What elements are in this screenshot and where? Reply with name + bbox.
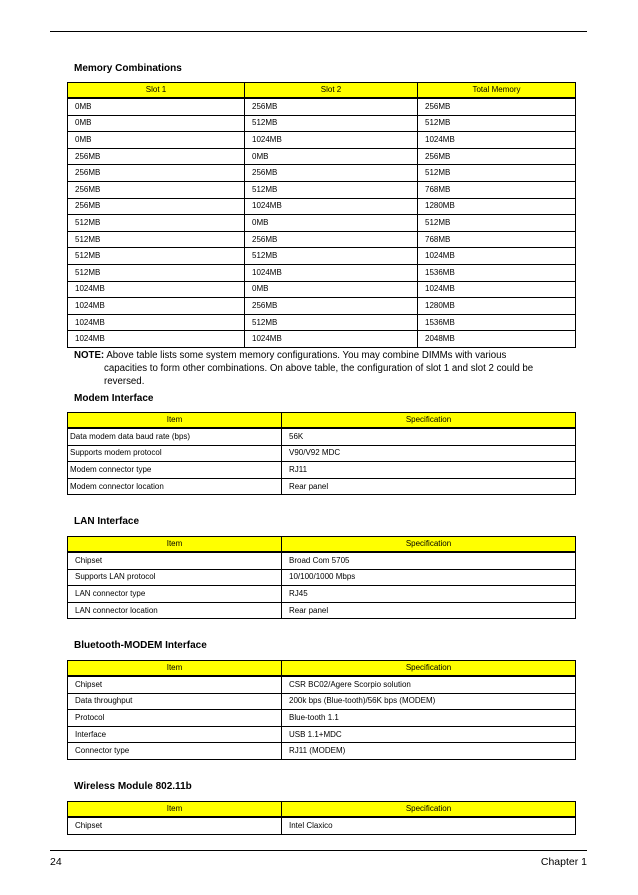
memory-cell: 256MB	[245, 231, 418, 248]
table-row	[68, 428, 576, 445]
memory-note	[74, 349, 586, 388]
table-row	[68, 726, 576, 743]
bluetooth-cell: Protocol	[68, 710, 282, 727]
lan-table	[67, 536, 576, 619]
memory-cell: 512MB	[68, 231, 245, 248]
note-line-3: reversed.	[104, 376, 145, 387]
memory-header-row	[68, 83, 576, 99]
table-row	[68, 478, 576, 495]
wireless-table	[67, 801, 576, 835]
memory-cell: 512MB	[68, 215, 245, 232]
memory-cell: 1280MB	[418, 298, 576, 315]
table-row	[68, 215, 576, 232]
memory-cell: 1024MB	[418, 281, 576, 298]
memory-cell: 256MB	[68, 181, 245, 198]
modem-cell: Modem connector type	[68, 462, 282, 479]
bluetooth-cell: CSR BC02/Agere Scorpio solution	[282, 676, 576, 693]
modem-header-spec: Specification	[282, 413, 576, 429]
lan-header-row	[68, 537, 576, 553]
table-row	[68, 710, 576, 727]
table-row	[68, 602, 576, 619]
lan-cell: Broad Com 5705	[282, 552, 576, 569]
memory-cell: 256MB	[245, 165, 418, 182]
top-rule	[50, 31, 587, 32]
modem-cell: Modem connector location	[68, 478, 282, 495]
lan-cell: RJ45	[282, 586, 576, 603]
modem-header-row	[68, 413, 576, 429]
memory-cell: 256MB	[245, 298, 418, 315]
memory-table	[67, 82, 576, 348]
memory-header-slot1: Slot 1	[68, 83, 245, 99]
modem-cell: Data modem data baud rate (bps)	[68, 428, 282, 445]
memory-cell: 256MB	[418, 148, 576, 165]
lan-cell: 10/100/1000 Mbps	[282, 569, 576, 586]
lan-cell: Chipset	[68, 552, 282, 569]
table-row	[68, 445, 576, 462]
memory-cell: 512MB	[418, 115, 576, 132]
table-row	[68, 98, 576, 115]
table-row	[68, 132, 576, 149]
wireless-cell: Chipset	[68, 817, 282, 834]
bluetooth-header-row	[68, 661, 576, 677]
memory-cell: 2048MB	[418, 331, 576, 348]
bluetooth-cell: RJ11 (MODEM)	[282, 743, 576, 760]
table-row	[68, 314, 576, 331]
memory-cell: 0MB	[68, 115, 245, 132]
note-label: NOTE:	[74, 350, 105, 361]
table-row	[68, 462, 576, 479]
memory-cell: 256MB	[418, 98, 576, 115]
memory-cell: 1024MB	[418, 132, 576, 149]
note-line-2: capacities to form other combinations. On above table, the configuration of slot 1 and slot 2 could be	[104, 363, 534, 374]
memory-cell: 1024MB	[245, 264, 418, 281]
table-row	[68, 552, 576, 569]
bluetooth-cell: Blue-tooth 1.1	[282, 710, 576, 727]
bluetooth-cell: Connector type	[68, 743, 282, 760]
table-row	[68, 198, 576, 215]
memory-cell: 1536MB	[418, 264, 576, 281]
memory-header-total: Total Memory	[418, 83, 576, 99]
table-row	[68, 298, 576, 315]
note-line-1: Above table lists some system memory configurations. You may combine DIMMs with various	[106, 350, 507, 361]
memory-cell: 512MB	[418, 165, 576, 182]
table-row	[68, 165, 576, 182]
memory-cell: 512MB	[245, 181, 418, 198]
memory-cell: 768MB	[418, 231, 576, 248]
memory-title: Memory Combinations	[74, 63, 182, 74]
wireless-title: Wireless Module 802.11b	[74, 781, 192, 792]
modem-cell: RJ11	[282, 462, 576, 479]
memory-cell: 256MB	[68, 148, 245, 165]
lan-cell: Rear panel	[282, 602, 576, 619]
table-row	[68, 743, 576, 760]
memory-cell: 0MB	[68, 98, 245, 115]
bluetooth-cell: Data throughput	[68, 693, 282, 710]
memory-cell: 512MB	[68, 264, 245, 281]
wireless-header-row	[68, 802, 576, 818]
table-row	[68, 817, 576, 834]
memory-cell: 1024MB	[245, 132, 418, 149]
memory-cell: 256MB	[68, 165, 245, 182]
memory-cell: 0MB	[245, 281, 418, 298]
lan-cell: LAN connector type	[68, 586, 282, 603]
memory-cell: 512MB	[245, 314, 418, 331]
table-row	[68, 181, 576, 198]
modem-cell: Rear panel	[282, 478, 576, 495]
lan-cell: Supports LAN protocol	[68, 569, 282, 586]
modem-table	[67, 412, 576, 495]
memory-cell: 512MB	[418, 215, 576, 232]
table-row	[68, 676, 576, 693]
bluetooth-cell: 200k bps (Blue-tooth)/56K bps (MODEM)	[282, 693, 576, 710]
lan-header-spec: Specification	[282, 537, 576, 553]
chapter-label: Chapter 1	[540, 856, 587, 868]
memory-header-slot2: Slot 2	[245, 83, 418, 99]
memory-cell: 512MB	[68, 248, 245, 265]
modem-title: Modem Interface	[74, 393, 154, 404]
bluetooth-header-item: Item	[68, 661, 282, 677]
table-row	[68, 231, 576, 248]
bluetooth-table	[67, 660, 576, 760]
table-row	[68, 569, 576, 586]
table-row	[68, 586, 576, 603]
wireless-cell: Intel Claxico	[282, 817, 576, 834]
wireless-header-spec: Specification	[282, 802, 576, 818]
lan-header-item: Item	[68, 537, 282, 553]
modem-cell: V90/V92 MDC	[282, 445, 576, 462]
memory-cell: 1280MB	[418, 198, 576, 215]
table-row	[68, 693, 576, 710]
bluetooth-cell: Chipset	[68, 676, 282, 693]
wireless-header-item: Item	[68, 802, 282, 818]
memory-cell: 0MB	[68, 132, 245, 149]
page-number: 24	[50, 856, 62, 868]
bluetooth-title: Bluetooth-MODEM Interface	[74, 640, 207, 651]
memory-cell: 1024MB	[68, 298, 245, 315]
table-row	[68, 281, 576, 298]
memory-cell: 0MB	[245, 148, 418, 165]
footer-rule	[50, 850, 587, 851]
bluetooth-header-spec: Specification	[282, 661, 576, 677]
memory-cell: 256MB	[245, 98, 418, 115]
modem-header-item: Item	[68, 413, 282, 429]
memory-cell: 1024MB	[68, 314, 245, 331]
table-row	[68, 264, 576, 281]
memory-cell: 1024MB	[68, 331, 245, 348]
modem-cell: 56K	[282, 428, 576, 445]
memory-cell: 1024MB	[245, 198, 418, 215]
lan-title: LAN Interface	[74, 516, 140, 527]
table-row	[68, 248, 576, 265]
table-row	[68, 148, 576, 165]
memory-cell: 256MB	[68, 198, 245, 215]
bluetooth-cell: USB 1.1+MDC	[282, 726, 576, 743]
memory-cell: 768MB	[418, 181, 576, 198]
lan-cell: LAN connector location	[68, 602, 282, 619]
bluetooth-cell: Interface	[68, 726, 282, 743]
table-row	[68, 331, 576, 348]
memory-cell: 1536MB	[418, 314, 576, 331]
memory-cell: 512MB	[245, 115, 418, 132]
modem-cell: Supports modem protocol	[68, 445, 282, 462]
table-row	[68, 115, 576, 132]
memory-cell: 512MB	[245, 248, 418, 265]
memory-cell: 1024MB	[68, 281, 245, 298]
memory-cell: 0MB	[245, 215, 418, 232]
memory-cell: 1024MB	[245, 331, 418, 348]
memory-cell: 1024MB	[418, 248, 576, 265]
